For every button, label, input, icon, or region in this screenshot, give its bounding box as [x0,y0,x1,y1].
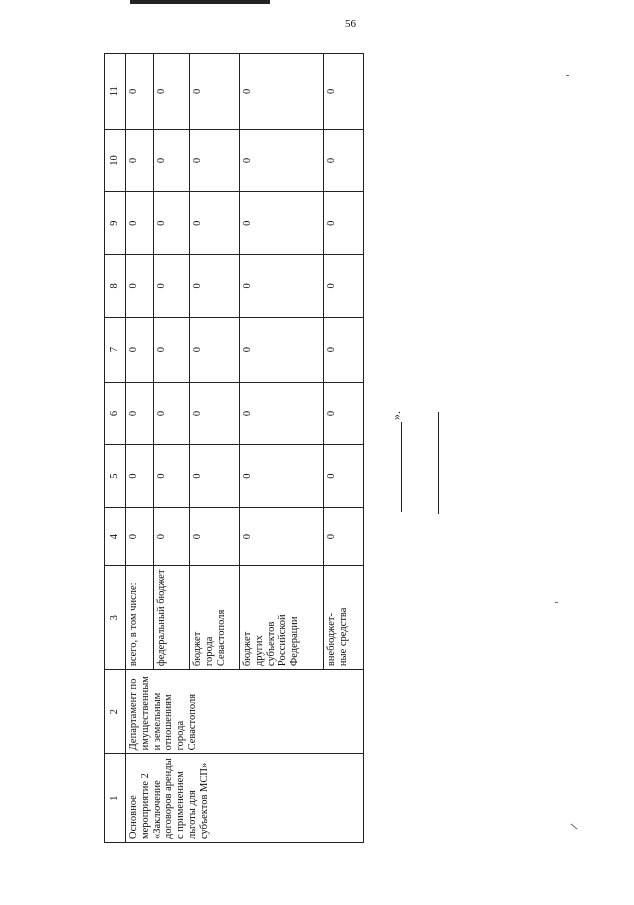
value-cell: 0 [126,192,154,255]
value-cell: 0 [190,129,240,192]
value-cell: 0 [126,54,154,130]
signature-line [438,412,439,514]
value-cell: 0 [324,129,364,192]
value-cell: 0 [324,317,364,382]
executor-cell: Департамент по имущественным и земельным отношениям города Севастополя [126,670,364,754]
value-cell: 0 [126,255,154,318]
col-header: 1 [105,754,126,843]
value-cell: 0 [240,507,324,565]
value-cell: 0 [190,255,240,318]
value-cell: 0 [190,445,240,508]
value-cell: 0 [324,54,364,130]
scan-speck [566,75,569,76]
value-cell: 0 [240,445,324,508]
value-cell: 0 [154,255,190,318]
value-cell: 0 [154,317,190,382]
closing-quote-mark: ». [389,411,403,420]
value-cell: 0 [154,129,190,192]
value-cell: 0 [126,129,154,192]
col-header: 2 [105,670,126,754]
funding-source-cell: всего, в том числе: [126,566,154,670]
value-cell: 0 [126,445,154,508]
value-cell: 0 [240,129,324,192]
value-cell: 0 [190,317,240,382]
col-header: 6 [105,382,126,445]
value-cell: 0 [240,317,324,382]
col-header: 9 [105,192,126,255]
value-cell: 0 [154,192,190,255]
activity-cell: Основное мероприятие 2 «Заключение договоров аренды с применением льготы для субъектов МСП» [126,754,364,843]
col-header: 7 [105,317,126,382]
scan-speck [555,602,558,603]
value-cell: 0 [190,54,240,130]
value-cell: 0 [240,192,324,255]
value-cell: 0 [324,255,364,318]
value-cell: 0 [190,382,240,445]
value-cell: 0 [126,507,154,565]
value-cell: 0 [324,192,364,255]
value-cell: 0 [240,382,324,445]
value-cell: 0 [324,382,364,445]
value-cell: 0 [126,317,154,382]
scan-artifact-bar [130,0,270,4]
value-cell: 0 [190,507,240,565]
col-header: 10 [105,129,126,192]
value-cell: 0 [240,54,324,130]
col-header: 11 [105,54,126,130]
value-cell: 0 [240,255,324,318]
funding-source-cell: бюджет города Севастополя [190,566,240,670]
funding-table-rotated [104,53,364,843]
value-cell: 0 [154,54,190,130]
col-header: 4 [105,507,126,565]
value-cell: 0 [154,507,190,565]
value-cell: 0 [324,445,364,508]
scan-speck [571,824,578,830]
table-row [126,54,154,843]
value-cell: 0 [324,507,364,565]
value-cell: 0 [190,192,240,255]
col-header: 8 [105,255,126,318]
value-cell: 0 [154,445,190,508]
page-number: 56 [345,18,356,30]
value-cell: 0 [126,382,154,445]
funding-source-cell: внебюджет- ные средства [324,566,364,670]
value-cell: 0 [154,382,190,445]
col-header: 5 [105,445,126,508]
funding-source-cell: федеральный бюджет [154,566,190,670]
table-header-row [105,54,126,843]
signature-line [401,422,402,512]
col-header: 3 [105,566,126,670]
funding-source-cell: бюджет других субъектов Российской Федерации [240,566,324,670]
funding-table [104,53,364,843]
